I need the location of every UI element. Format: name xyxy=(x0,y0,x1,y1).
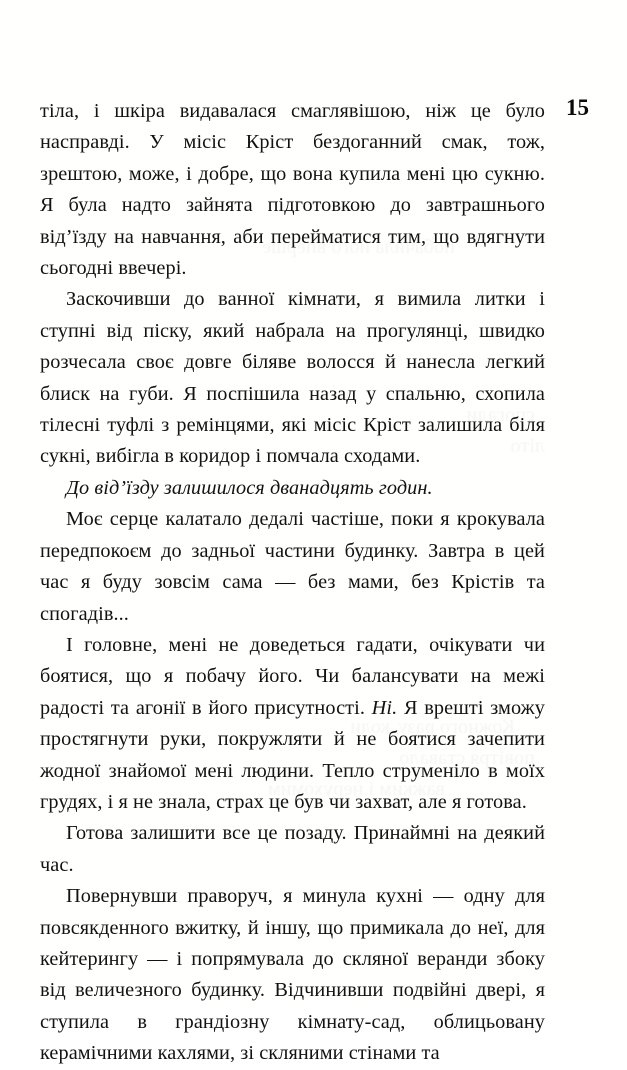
paragraph: Повернувши праворуч, я минула кухні — одну для повсякденного вжитку, й іншу, що примикала до неї, для кейтерингу — і попрямувала до скляної веранди збоку від величезного будинку. Відчинивши подвійні двері, я ступила в грандіозну кімнату-сад, облицьовану керамічними кахлями, зі скляними стінами та xyxy=(40,885,545,1065)
emphasis-text: Ні. xyxy=(371,696,398,719)
page-body xyxy=(40,96,545,1070)
page-number: 15 xyxy=(566,95,589,120)
paragraph-continued: тіла, і шкіра видавалася смаглявішою, ніж це було насправді. У місіс Кріст бездоганний смак, тож, зрештою, може, і добре, що вона купила мені цю сукню. Я була надто зайнята підготовкою до завтрашнього від’їзду на навчання, аби перейматися тим, що вдягнути сьогодні ввечері. xyxy=(40,100,545,280)
paragraph: Готова залишити все це позаду. Принаймні на деякий час. xyxy=(40,822,545,876)
paragraph: Заскочивши до ванної кімнати, я вимила литки і ступні від піску, який набрала на прогулянці, швидко розчесала своє довге біляве волосся й нанесла легкий блиск на губи. Я поспішила назад у спальню, схопила тілесні туфлі з ремінцями, які місіс Кріст залишила біля сукні, вибігла в коридор і помчала сходами. xyxy=(40,288,545,468)
paragraph: Моє серце калатало дедалі частіше, поки я крокувала передпокоєм до задньої частини будинку. Завтра в цей час я буду зовсім сама — без мами, без Крістів та спогадів... xyxy=(40,508,545,625)
paragraph-italic-countdown: До від’їзду залишилося дванадцять годин. xyxy=(66,476,433,499)
paragraph: І головне, мені не доведеться гадати, очікувати чи боятися, що я побачу його. Чи балансувати на межі радості та агонії в його присутності. Ні. Я врешті зможу простягнути руки, покружляти й не боятися зачепити жодної знайомої мені людини. Тепло струменіло в моїх грудях, і я не знала, страх це був чи захват, але я готова. xyxy=(40,633,545,813)
